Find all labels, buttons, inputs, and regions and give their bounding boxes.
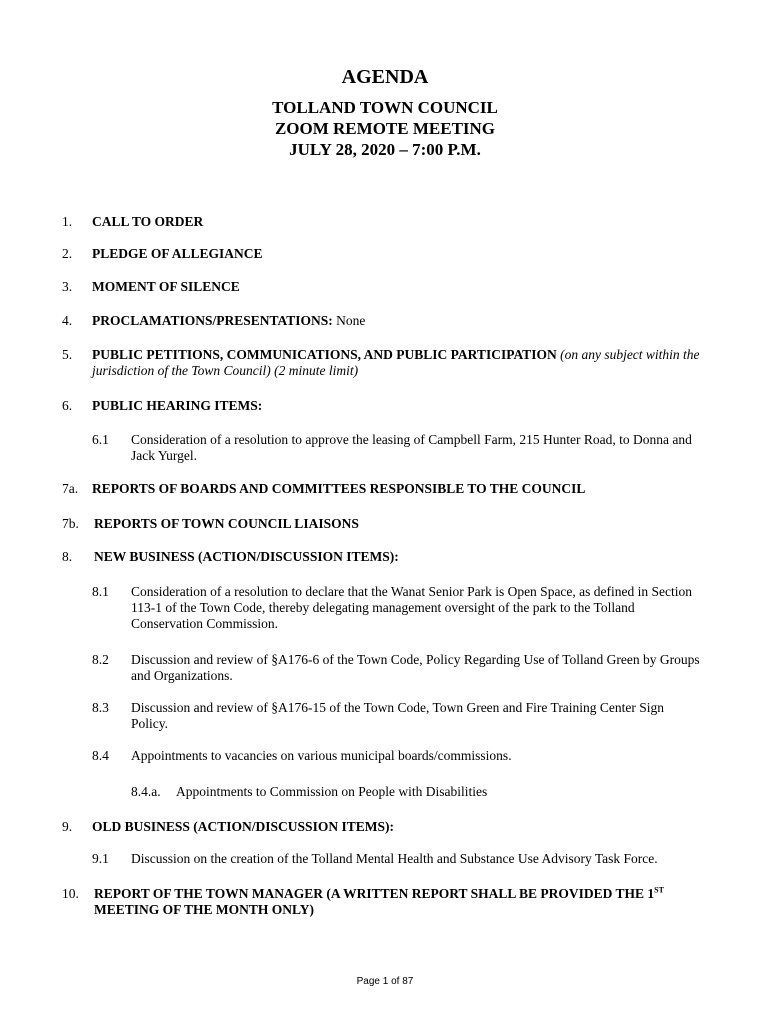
item-text <box>92 347 712 379</box>
item-number: 8.1 <box>92 584 109 599</box>
ordinal-suffix: ST <box>654 885 664 895</box>
meeting-header <box>0 97 770 160</box>
item-number: 4. <box>62 313 73 328</box>
item-number: 6. <box>62 398 73 413</box>
item-number: 10. <box>62 886 79 901</box>
item-text <box>92 313 712 329</box>
agenda-title: AGENDA <box>341 66 429 88</box>
item-detail: None <box>332 313 366 328</box>
item-number: 7a. <box>62 481 79 496</box>
item-number: 5. <box>62 347 73 362</box>
item-title: OLD BUSINESS (ACTION/DISCUSSION ITEMS): <box>92 819 394 834</box>
item-number: 7b. <box>62 516 79 531</box>
page-number: Page 1 of 87 <box>356 976 414 987</box>
item-title: NEW BUSINESS (ACTION/DISCUSSION ITEMS): <box>94 549 399 564</box>
item-text: Consideration of a resolution to declare that the Wanat Senior Park is Open Space, as defined in Section 113-1 of the Town Code, thereby delegating management oversight of the park to the Tolland Conservation Commission. <box>131 584 693 631</box>
council-name: TOLLAND TOWN COUNCIL <box>272 98 498 117</box>
item-text: Discussion on the creation of the Tolland Mental Health and Substance Use Advisory Task Force. <box>131 851 658 866</box>
item-number: 8. <box>62 549 73 564</box>
item-title-line1: REPORT OF THE TOWN MANAGER (A WRITTEN REPORT SHALL BE PROVIDED THE 1 <box>94 886 655 901</box>
item-title <box>94 886 714 918</box>
item-detail: (on any subject within the jurisdiction of the Town Council) (2 minute limit) <box>92 347 700 378</box>
item-number: 8.3 <box>92 700 109 715</box>
item-title: PLEDGE OF ALLEGIANCE <box>92 246 263 261</box>
item-title: PROCLAMATIONS/PRESENTATIONS: <box>92 313 333 328</box>
item-title: REPORTS OF BOARDS AND COMMITTEES RESPONSIBLE TO THE COUNCIL <box>92 481 586 496</box>
item-number: 2. <box>62 246 73 261</box>
item-text: Discussion and review of §A176-6 of the Town Code, Policy Regarding Use of Tolland Green by Groups and Organizations. <box>131 652 700 683</box>
item-title: MOMENT OF SILENCE <box>92 279 240 294</box>
item-title: REPORTS OF TOWN COUNCIL LIAISONS <box>94 516 359 531</box>
item-title: PUBLIC HEARING ITEMS: <box>92 398 263 413</box>
item-text: Consideration of a resolution to approve the leasing of Campbell Farm, 215 Hunter Road, to Donna and Jack Yurgel. <box>131 432 692 463</box>
item-number: 8.4.a. <box>131 784 161 799</box>
item-title: PUBLIC PETITIONS, COMMUNICATIONS, AND PUBLIC PARTICIPATION <box>92 347 557 362</box>
item-number: 8.2 <box>92 652 109 667</box>
meeting-type: ZOOM REMOTE MEETING <box>274 119 496 138</box>
item-text: Appointments to Commission on People with Disabilities <box>176 784 488 799</box>
item-number: 3. <box>62 279 73 294</box>
meeting-date: JULY 28, 2020 – 7:00 P.M. <box>289 140 481 159</box>
item-text: Discussion and review of §A176-15 of the Town Code, Town Green and Fire Training Center Sign Policy. <box>131 700 665 731</box>
item-text: Appointments to vacancies on various municipal boards/commissions. <box>131 748 512 763</box>
item-title: CALL TO ORDER <box>92 214 204 229</box>
item-title-line2: MEETING OF THE MONTH ONLY) <box>94 902 315 917</box>
item-number: 8.4 <box>92 748 109 763</box>
item-number: 1. <box>62 214 73 229</box>
item-number: 9.1 <box>92 851 109 866</box>
item-number: 6.1 <box>92 432 109 447</box>
item-number: 9. <box>62 819 73 834</box>
